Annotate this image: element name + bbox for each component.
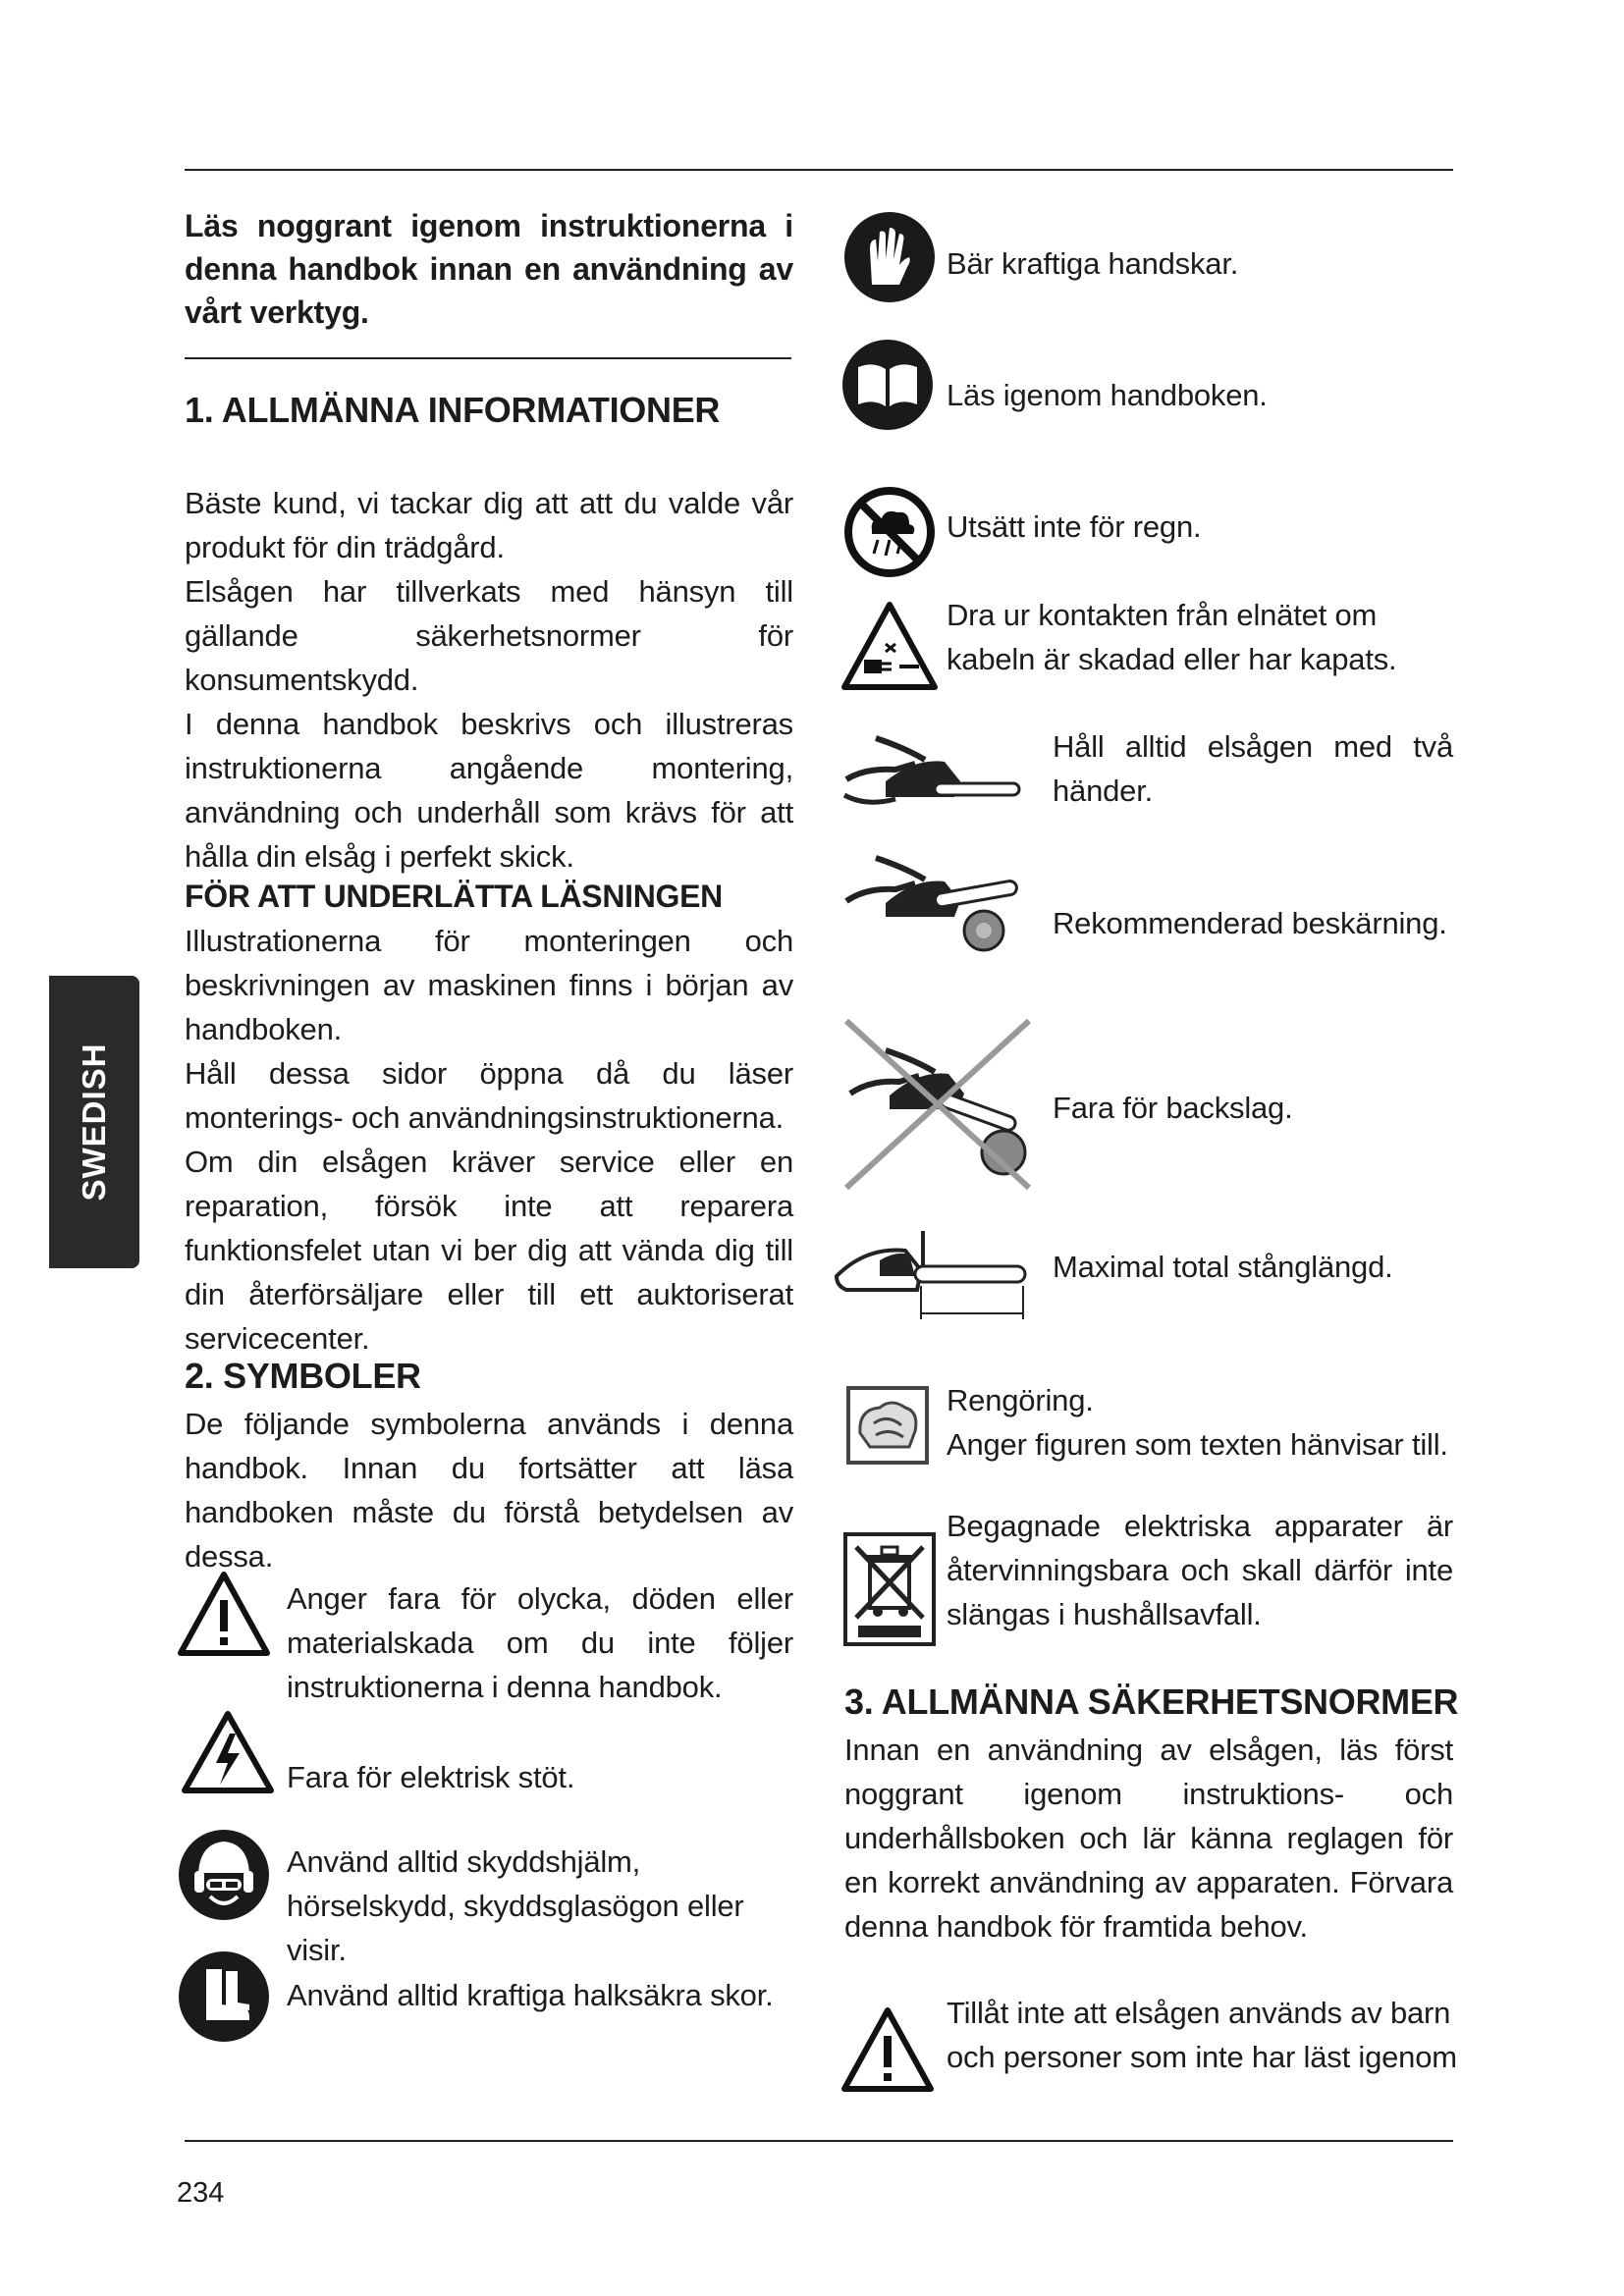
symbol-text: Håll alltid elsågen med två händer. [1053,729,1453,808]
symbol-text: Anger figuren som texten hänvisar till. [947,1427,1448,1462]
symbol-text: Använd alltid kraftiga halksäkra skor. [287,1978,774,2012]
warning-triangle-icon [177,1571,271,1662]
symbol-text: Dra ur kontakten från elnätet om kabeln är skadad eller har kapats. [947,598,1397,676]
section2-intro: De följande symbolerna används i denna handbok. Innan du fortsätter att läsa handboken måste du förstå betydelsen av dessa. [185,1407,793,1574]
page-number: 234 [177,2177,225,2209]
language-tab-label: SWEDISH [76,1042,112,1201]
section1-sub-paragraph: Illustrationerna för monteringen och beskrivningen av maskinen finns i början av handboken. [185,924,793,1046]
bar-length-icon [827,1221,1033,1334]
section1-paragraph: Elsågen har tillverkats med hänsyn till gällande säkerhetsnormer för konsumentskydd. [185,574,793,697]
helmet-earmuff-goggles-icon [177,1828,271,1927]
section1-body [185,481,793,879]
recommended-cut-icon [837,848,1023,961]
section1-sub-body [185,919,793,1361]
symbol-text: Fara för elektrisk stöt. [287,1760,575,1794]
intro-note: Läs noggrant igenom instruktionerna i denna handbok innan en användning av vårt verktyg. [185,208,793,330]
language-tab [49,976,139,1268]
symbol-text: Rengöring. [947,1383,1094,1417]
section3-warning-text: Tillåt inte att elsågen används av barn och personer som inte har läst igenom [947,1996,1457,2074]
safety-boots-icon [177,1949,271,2049]
bottom-rule [185,2140,1453,2142]
unplug-warning-icon [840,601,939,696]
section2-title: 2. SYMBOLER [185,1356,421,1396]
section3-intro: Innan en användning av elsågen, läs först noggrant igenom instruktions- och underhållsboken och lär känna reglagen för en korrekt användning av apparaten. Förvara denna handbok för framtida behov. [844,1733,1453,1944]
symbol-text: Begagnade elektriska apparater är återvinningsbara och skall därför inte slängas i hushållsavfall. [947,1509,1453,1631]
top-rule [185,169,1453,171]
section3-title: 3. ALLMÄNNA SÄKERHETSNORMER [844,1682,1459,1722]
gloves-icon [842,210,937,309]
section1-paragraph: Bäste kund, vi tackar dig att att du valde vår produkt för din trädgård. [185,486,793,564]
weee-bin-icon [842,1531,937,1652]
electric-shock-icon [181,1710,275,1799]
kickback-danger-icon [837,1011,1033,1202]
symbol-text: Bär kraftiga handskar. [947,246,1239,281]
symbol-text: Rekommenderad beskärning. [1053,906,1447,940]
symbol-text: Använd alltid skyddshjälm, hörselskydd, skyddsglasögon eller visir. [287,1844,744,1967]
section1-title: 1. ALLMÄNNA INFORMATIONER [185,390,721,430]
intro-divider [185,357,791,359]
section1-sub-paragraph: Om din elsågen kräver service eller en reparation, försök inte att reparera funktionsfelet utan vi ber dig att vända dig till din återförsäljare eller till ett auktoriserat servicecenter. [185,1145,793,1356]
symbol-text: Fara för backslag. [1053,1091,1293,1125]
two-hands-saw-icon [837,719,1023,831]
read-manual-icon [840,338,935,437]
section1-subheading: FÖR ATT UNDERLÄTTA LÄSNINGEN [185,879,723,914]
symbol-text: Anger fara för olycka, döden eller materialskada om du inte följer instruktionerna i denna handbok. [287,1581,793,1704]
cleaning-icon [844,1384,931,1471]
section1-paragraph: I denna handbok beskrivs och illustreras instruktionerna angående montering, användning och underhåll som krävs för att hålla din elsåg i perfekt skick. [185,707,793,874]
no-rain-icon [842,485,937,584]
symbol-text: Läs igenom handboken. [947,378,1268,412]
symbol-text: Maximal total stånglängd. [1053,1250,1393,1284]
warning-triangle-icon [840,2006,935,2098]
section1-sub-paragraph: Håll dessa sidor öppna då du läser monterings- och användningsinstruktionerna. [185,1056,793,1135]
symbol-text: Utsätt inte för regn. [947,509,1202,544]
